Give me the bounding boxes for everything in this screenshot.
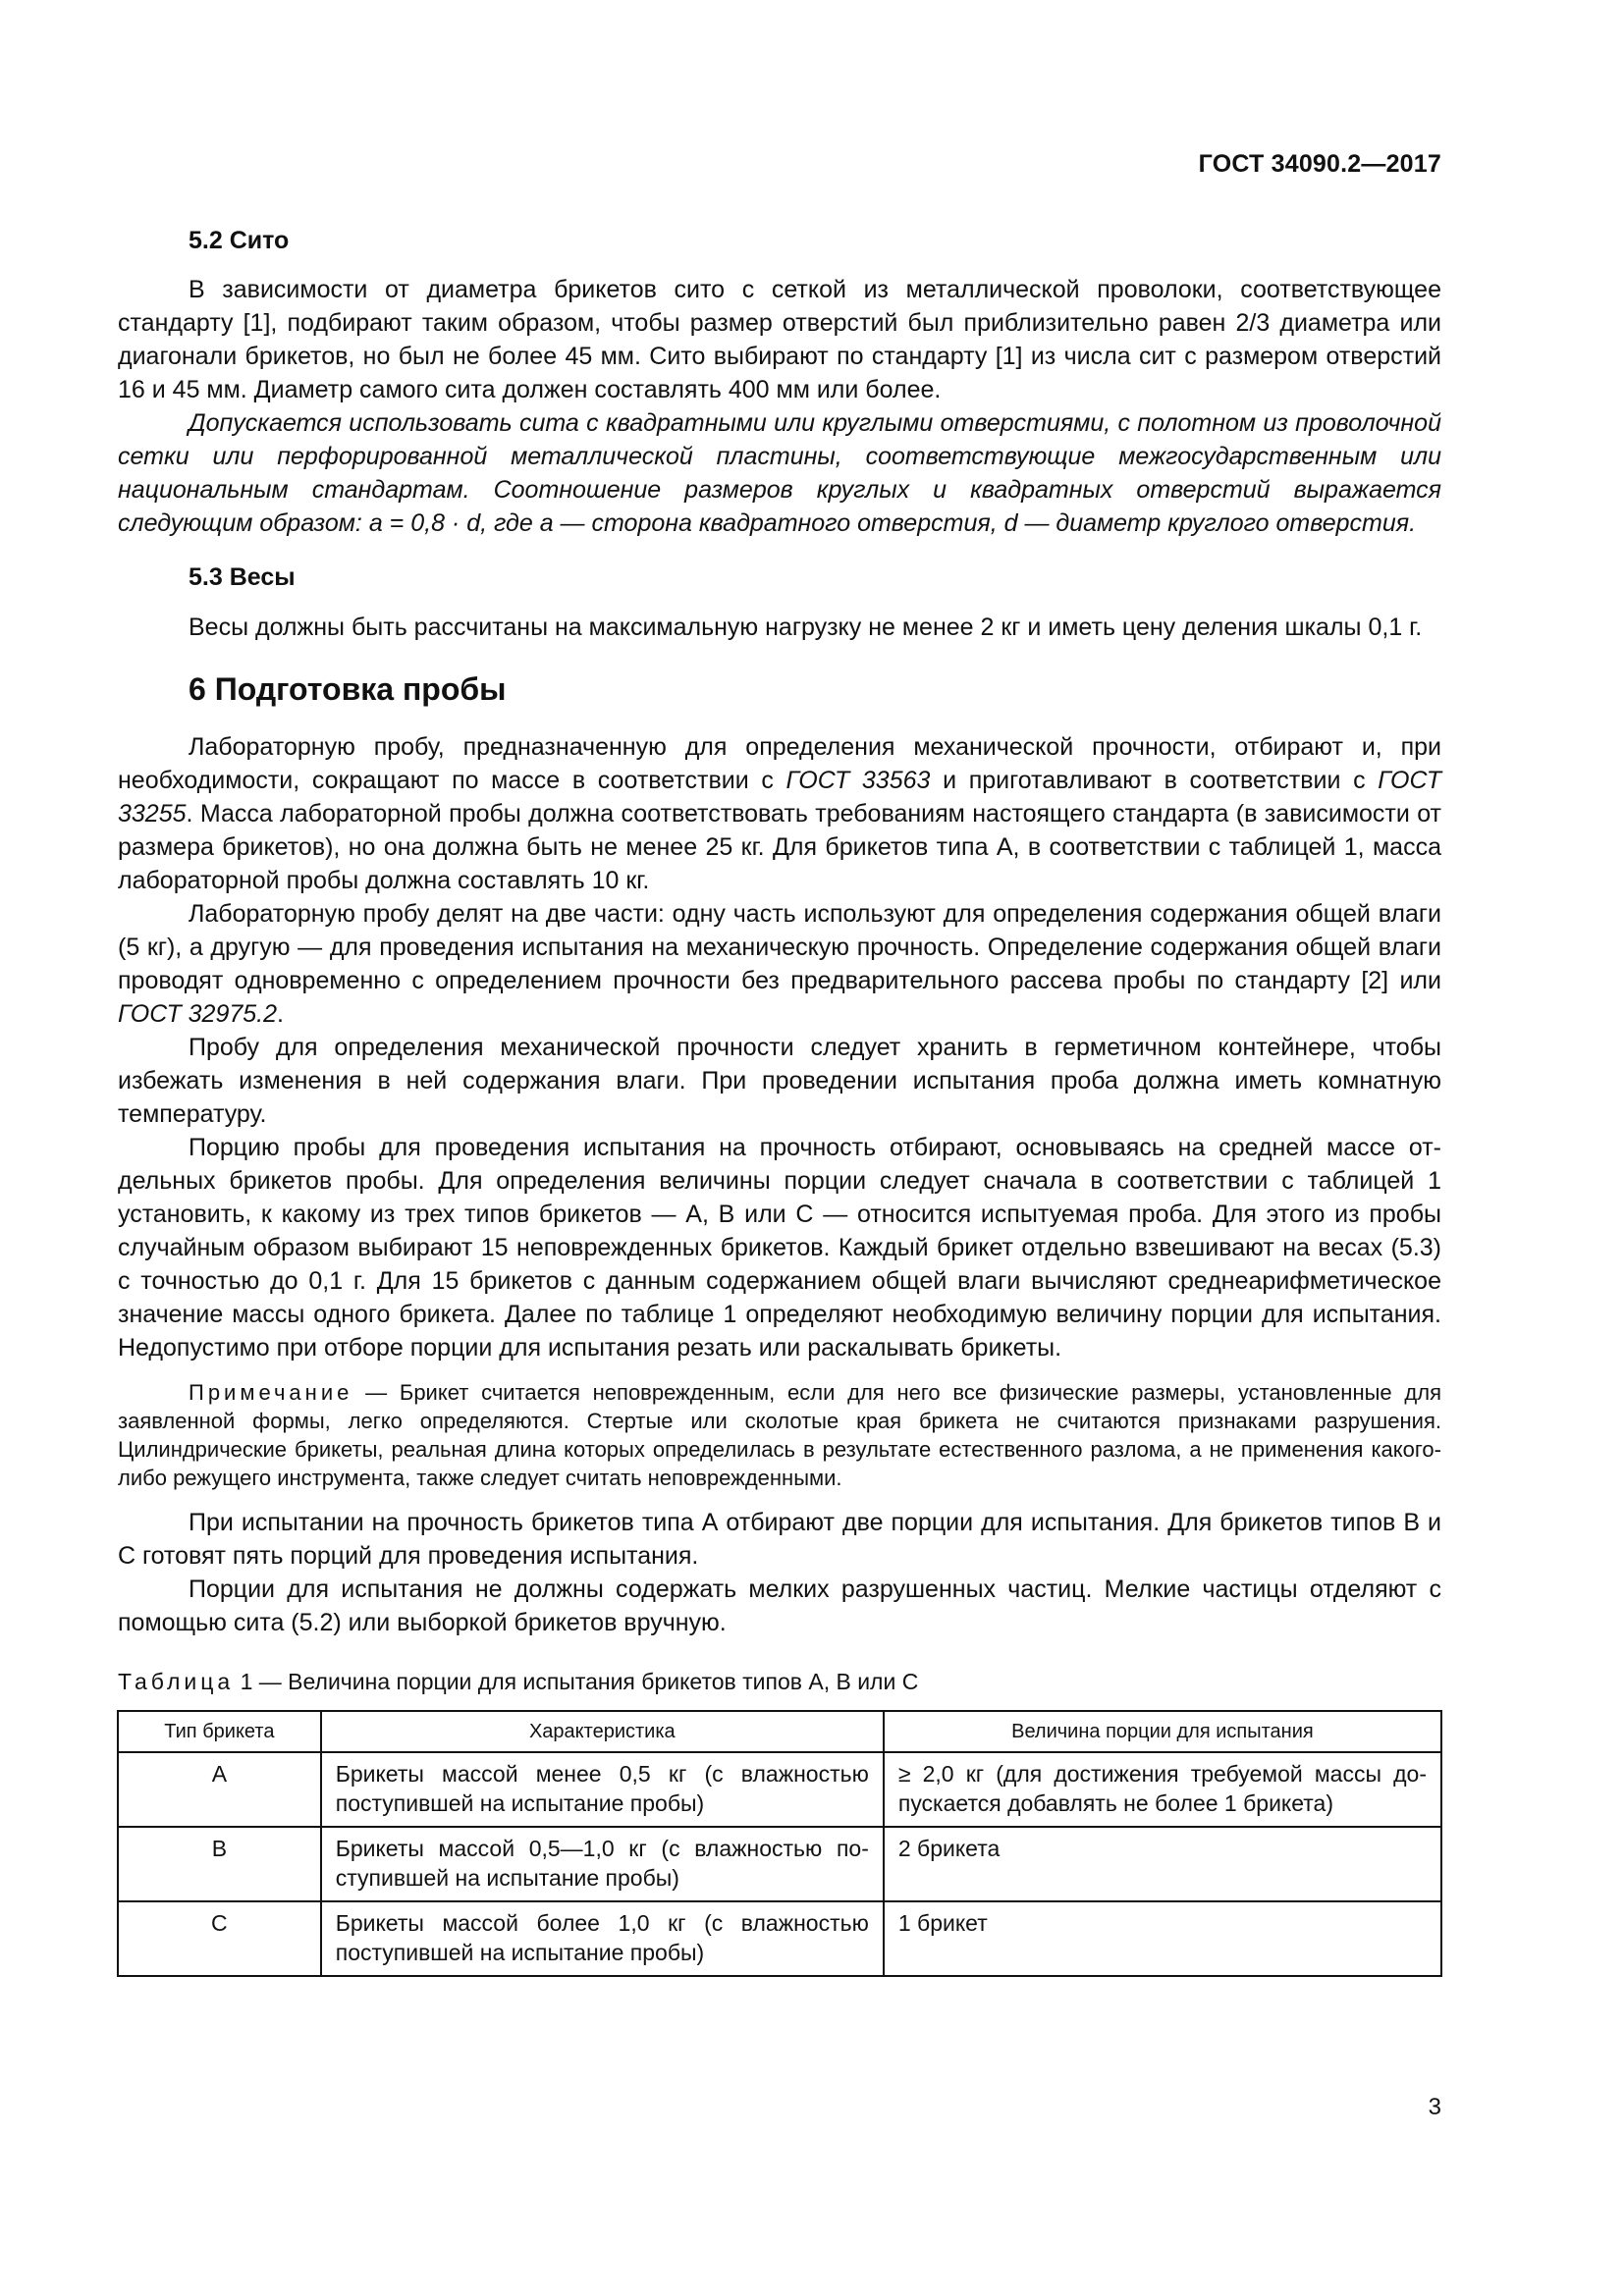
table-header-type: Тип брикета	[118, 1711, 321, 1752]
table-cell-portion-size: 2 брикета	[884, 1827, 1441, 1901]
section-6-paragraph-3: Пробу для определения механической прочности следует хранить в герметичном контейнере, чтобы избежать изменения в ней содержания влаги. При проведении испытания проба должна иметь комнатную температуру.	[118, 1034, 1441, 1128]
section-6-paragraph-5: При испытании на прочность брикетов типа А отбирают две порции для испытания. Для брикетов типов В и С готовят пять порций для проведения испытания.	[118, 1509, 1441, 1570]
section-6-paragraph-1	[118, 730, 1441, 897]
table-cell-type: А	[118, 1752, 321, 1827]
p2-text-a: Лабораторную пробу делят на две части: одну часть используют для определения содержания общей влаги (5 кг), а другую — для проведения испытания на механическую прочность. Определение содержания общей влаги проводят одновременно с определением прочности без предварительного рассева пробы по стандарту [2] или	[118, 900, 1441, 994]
p1-text-a: Лабораторную пробу, предназначенную для определения механической прочности, отбирают и, при необходимости, сокращают по массе в соответствии с	[118, 733, 1441, 794]
table-cell-type: С	[118, 1901, 321, 1976]
section-5-2-paragraph-2-italic: Допускается использовать сита с квадратными или круглыми отверстиями, с полотном из проволочной сетки или перфорированной металлической пластины, соответствующие межгосударственным или национальным стандартам. Соотношение размеров круглых и квадратных отверстий выражается следующим образом: a = 0,8 · d, где a — сторона квадратного отверстия, d — диаметр круглого отверстия.	[118, 409, 1441, 537]
section-5-3-title: 5.3 Весы	[189, 563, 296, 591]
document-page	[118, 0, 1441, 2296]
section-5-3-paragraph-1: Весы должны быть рассчитаны на максимальную нагрузку не менее 2 кг и иметь цену деления шкалы 0,1 г.	[189, 614, 1423, 641]
document-header-code: ГОСТ 34090.2—2017	[1198, 150, 1441, 178]
table-cell-portion-size: 1 брикет	[884, 1901, 1441, 1976]
p1-reference-gost-33255: ГОСТ 33255	[118, 767, 1441, 828]
note-label: Примечание	[189, 1380, 353, 1405]
section-6-title: 6 Подготовка пробы	[189, 671, 507, 707]
table-cell-characteristic: Брикеты массой менее 0,5 кг (с влажностью поступившей на испытание пробы)	[321, 1752, 884, 1827]
note-text: — Брикет считается неповрежденным, если для него все физические размеры, установленные для заявленной формы, легко определяются. Стертые или сколотые края брикета не считаются признаками разрушения. Цилиндрические брикеты, реальная длина которых определилась в результате естественного разлома, а не применения какого-либо режущего инструмента, также следует считать неповрежденными.	[118, 1380, 1441, 1490]
table-row	[118, 1827, 1441, 1901]
table-header-characteristic: Характеристика	[321, 1711, 884, 1752]
table-cell-portion-size: ≥ 2,0 кг (для достижения требуемой массы допускается добавлять не более 1 брикета)	[884, 1752, 1441, 1827]
p1-text-b: и приготавливают в соответствии с	[930, 767, 1379, 794]
table-caption-text: 1 — Величина порции для испытания брикетов типов А, В или С	[234, 1669, 919, 1694]
briquette-portion-table	[117, 1710, 1442, 1977]
section-6-paragraph-2	[118, 897, 1441, 1031]
note-block	[118, 1378, 1441, 1492]
p2-text-b: .	[277, 1000, 284, 1028]
table-header-portion-size: Величина порции для испытания	[884, 1711, 1441, 1752]
p1-reference-gost-33563: ГОСТ 33563	[785, 767, 931, 794]
table-row	[118, 1901, 1441, 1976]
section-5-2-title: 5.2 Сито	[189, 227, 290, 254]
table-row	[118, 1752, 1441, 1827]
page-content	[118, 224, 1441, 1977]
table-cell-characteristic: Брикеты массой 0,5—1,0 кг (с влажностью поступившей на испытание пробы)	[321, 1827, 884, 1901]
table-cell-type: В	[118, 1827, 321, 1901]
table-caption	[118, 1667, 1441, 1696]
p2-reference-gost-32975-2: ГОСТ 32975.2	[118, 1000, 278, 1028]
page-number: 3	[1428, 2094, 1441, 2120]
table-caption-label: Таблица	[118, 1669, 235, 1694]
section-6-paragraph-4: Порцию пробы для проведения испытания на прочность отбирают, основываясь на средней массе отдельных брикетов пробы. Для определения величины порции следует сначала в соответствии с таблицей 1 установить, к какому из трех типов брикетов — A, B или C — относится испытуемая проба. Для этого из пробы случайным образом выбирают 15 неповрежденных брикетов. Каждый брикет отдельно взвешивают на весах (5.3) с точностью до 0,1 г. Для 15 брикетов с данным содержанием общей влаги вычисляют среднеарифметическое значение массы одного брикета. Далее по таблице 1 определяют необходимую величину порции для испытания. Недопустимо при отборе порции для испытания резать или раскалывать брикеты.	[118, 1134, 1441, 1362]
section-5-2-paragraph-1: В зависимости от диаметра брикетов сито с сеткой из металлической проволоки, соответствующее стандарту [1], подбирают таким образом, чтобы размер отверстий был приблизительно равен 2/3 диаметра или диагонали брикетов, но был не более 45 мм. Сито выбирают по стандарту [1] из числа сит с размером отверстий 16 и 45 мм. Диаметр самого сита должен составлять 400 мм или более.	[118, 276, 1441, 403]
table-header-row	[118, 1711, 1441, 1752]
section-6-paragraph-6: Порции для испытания не должны содержать мелких разрушенных частиц. Мелкие частицы отделяют с помощью сита (5.2) или выборкой брикетов вручную.	[118, 1575, 1441, 1636]
table-cell-characteristic: Брикеты массой более 1,0 кг (с влажностью поступившей на испытание пробы)	[321, 1901, 884, 1976]
p1-text-c: . Масса лабораторной пробы должна соответствовать требованиям настоящего стандарта (в зависимости от размера брикетов), но она должна быть не менее 25 кг. Для брикетов типа А, в соответствии с таблицей 1, масса лабораторной пробы должна составлять 10 кг.	[118, 800, 1441, 894]
